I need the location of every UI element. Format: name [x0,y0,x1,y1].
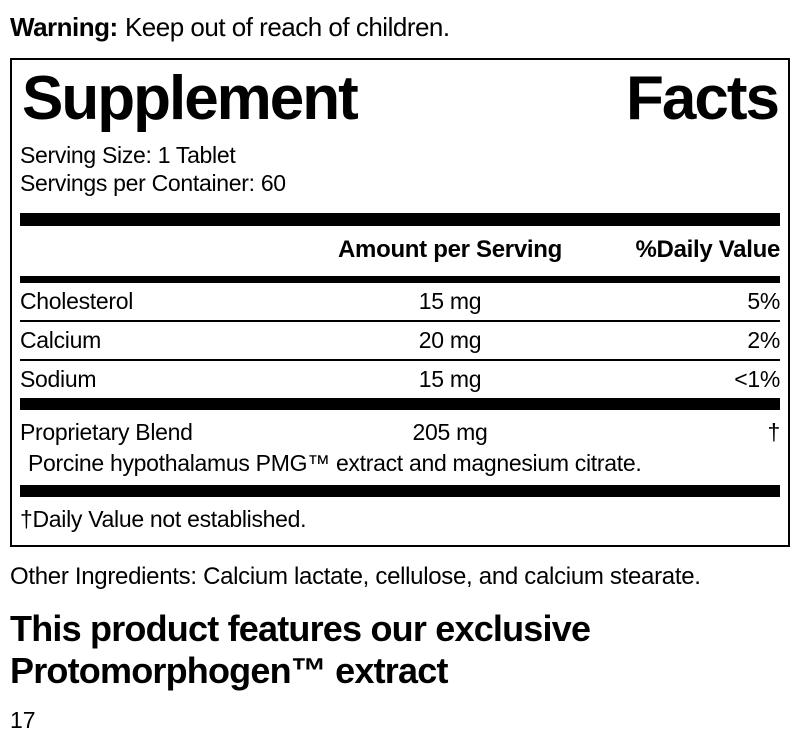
dagger-symbol: † [767,419,780,446]
divider-bar-header [20,276,780,283]
nutrient-amount: 20 mg [418,327,482,354]
nutrient-name: Calcium [20,327,101,354]
table-row-calcium [20,320,780,359]
column-header-amount: Amount per Serving [338,236,562,264]
divider-bar-footnote [20,485,780,497]
column-header-row [20,226,780,276]
feature-headline-line2: Protomorphogen™ extract [10,650,448,692]
blend-amount: 205 mg [412,419,488,446]
divider-bar-top [20,213,780,226]
servings-per-container-line: Servings per Container: 60 [20,170,286,197]
nutrient-daily-value: 2% [747,327,780,354]
nutrient-daily-value: 5% [747,288,780,315]
warning-text: Keep out of reach of children. [124,12,450,42]
serving-size-line: Serving Size: 1 Tablet [20,142,236,169]
table-row-cholesterol [20,283,780,320]
table-row-proprietary-blend [20,410,780,445]
nutrient-amount: 15 mg [418,366,482,393]
nutrient-amount: 15 mg [418,288,482,315]
supplement-facts-panel [10,58,790,547]
feature-headline [10,608,790,692]
panel-title-word-supplement: Supplement [22,64,357,133]
blend-name: Proprietary Blend [20,419,193,446]
column-header-daily-value: %Daily Value [635,236,780,264]
feature-headline-line1: This product features our exclusive [10,608,591,650]
panel-title-word-facts: Facts [626,64,778,133]
nutrient-rows [20,283,780,398]
page-number: 17 [10,707,36,734]
blend-description: Porcine hypothalamus PMG™ extract and magnesium citrate. [28,450,642,477]
table-row-sodium [20,359,780,398]
divider-bar-blend [20,398,780,410]
nutrient-name: Cholesterol [20,288,134,315]
nutrient-daily-value: <1% [734,366,780,393]
nutrient-name: Sodium [20,366,97,393]
warning-label: Warning: [10,12,118,42]
warning-line [10,12,790,42]
footnote-text: †Daily Value not established. [20,506,307,533]
other-ingredients-text: Other Ingredients: Calcium lactate, cellulose, and calcium stearate. [10,563,701,591]
panel-title [22,66,778,131]
